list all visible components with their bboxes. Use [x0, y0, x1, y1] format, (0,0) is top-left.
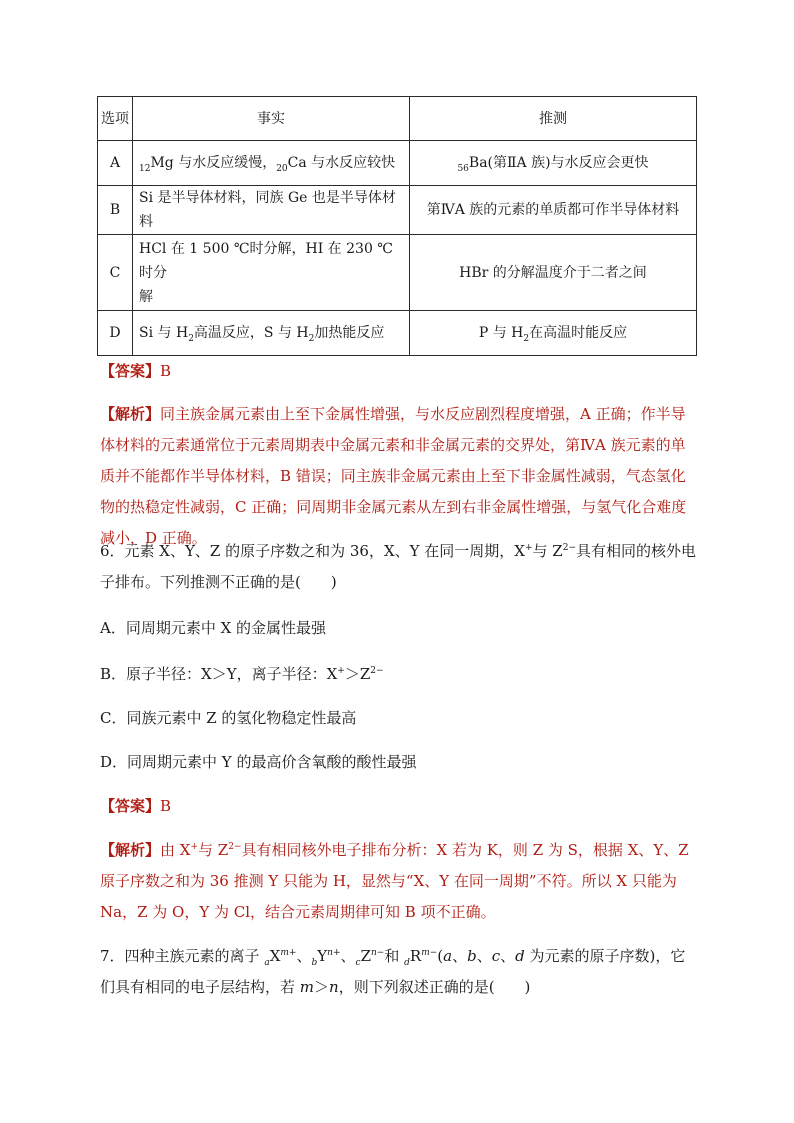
option-b: B．原子半径：X＞Y，离子半径：$X^+>Z^{2-}$ — [100, 665, 384, 683]
row-guess: HBr 的分解温度介于二者之间 — [410, 235, 697, 311]
table-row — [98, 186, 697, 235]
option-d: D．同周期元素中 Y 的最高价含氧酸的酸性最强 — [100, 753, 417, 771]
header-fact: 事实 — [133, 97, 410, 141]
table-row — [98, 141, 697, 186]
table-header-row — [98, 97, 697, 141]
row-fact: HCl 在 1 500 ℃时分解，HI 在 230 ℃时分 解 — [133, 235, 410, 311]
row-fact: Si 是半导体材料，同族 Ge 也是半导体材料 — [133, 186, 410, 235]
question-6-stem: 6．元素 X、Y、Z 的原子序数之和为 36，X、Y 在同一周期，X+与 $Z^{2-}$具有相同的核外电子排布。下列推测不正确的是( ) — [100, 542, 697, 591]
row-option: A — [98, 141, 133, 186]
question-7-stem: 7．四种主族元素的离子 $_aX^{m+}$、$_bY^{n+}$、$_cZ^{n-}$和 $_dR^{m-}(a$、b、c、d 为元素的原子序数)，它们具有相同的电子层结构，若 m＞n，则下列叙述正确的是( ) — [100, 947, 686, 996]
answer-line — [100, 356, 700, 387]
option-c: C．同族元素中 Z 的氢化物稳定性最高 — [100, 709, 357, 727]
row-option: B — [98, 186, 133, 235]
row-option: C — [98, 235, 133, 311]
analysis-paragraph: 【解析】由 X+与 $Z^{2-}$具有相同核外电子排布分析：X 若为 K，则 Z 为 S，根据 X、Y、Z 原子序数之和为 36 推测 Y 只能为 H，显然与“X、Y 在同一周期”不符。所以 X 只能为 Na，Z 为 O，Y 为 Cl，结合元素周期律可知 B 项不正确。 — [100, 841, 689, 921]
header-option: 选项 — [98, 97, 133, 141]
analysis-paragraph — [100, 399, 700, 554]
analysis-text: 同主族金属元素由上至下金属性增强，与水反应剧烈程度增强，A 正确；作半导体材料的元素通常位于元素周期表中金属元素和非金属元素的交界处，第ⅣA 族元素的单质并不能都作半导体材料，B 错误；同主族非金属元素由上至下非金属性减弱，气态氢化物的热稳定性减弱，C 正确；同周期非金属元素从左到右非金属性增强，与氢气化合难度减小，D 正确。 — [100, 405, 687, 547]
option-a: A．同周期元素中 X 的金属性最强 — [100, 619, 327, 637]
row-fact: Si 与 $H_2$高温反应，S 与 $H_2$加热能反应 — [133, 311, 410, 356]
answer-value: B — [160, 797, 172, 815]
answer-value: B — [160, 362, 172, 380]
answer-label: 【答案】 — [100, 362, 161, 380]
row-guess: P 与 $H_2$在高温时能反应 — [410, 311, 697, 356]
row-guess: $_{56}$Ba(第ⅡA 族)与水反应会更快 — [410, 141, 697, 186]
table-row — [98, 311, 697, 356]
header-guess: 推测 — [410, 97, 697, 141]
row-option: D — [98, 311, 133, 356]
row-guess: 第ⅣA 族的元素的单质都可作半导体材料 — [410, 186, 697, 235]
analysis-label: 【解析】 — [100, 405, 161, 423]
comparison-table — [97, 96, 697, 356]
table-row — [98, 235, 697, 311]
analysis-label: 【解析】 — [100, 841, 161, 859]
row-fact: $_{12}$Mg 与水反应缓慢，$_{20}$Ca 与水反应较快 — [133, 141, 410, 186]
answer-label: 【答案】 — [100, 797, 161, 815]
answer-line — [100, 791, 700, 822]
